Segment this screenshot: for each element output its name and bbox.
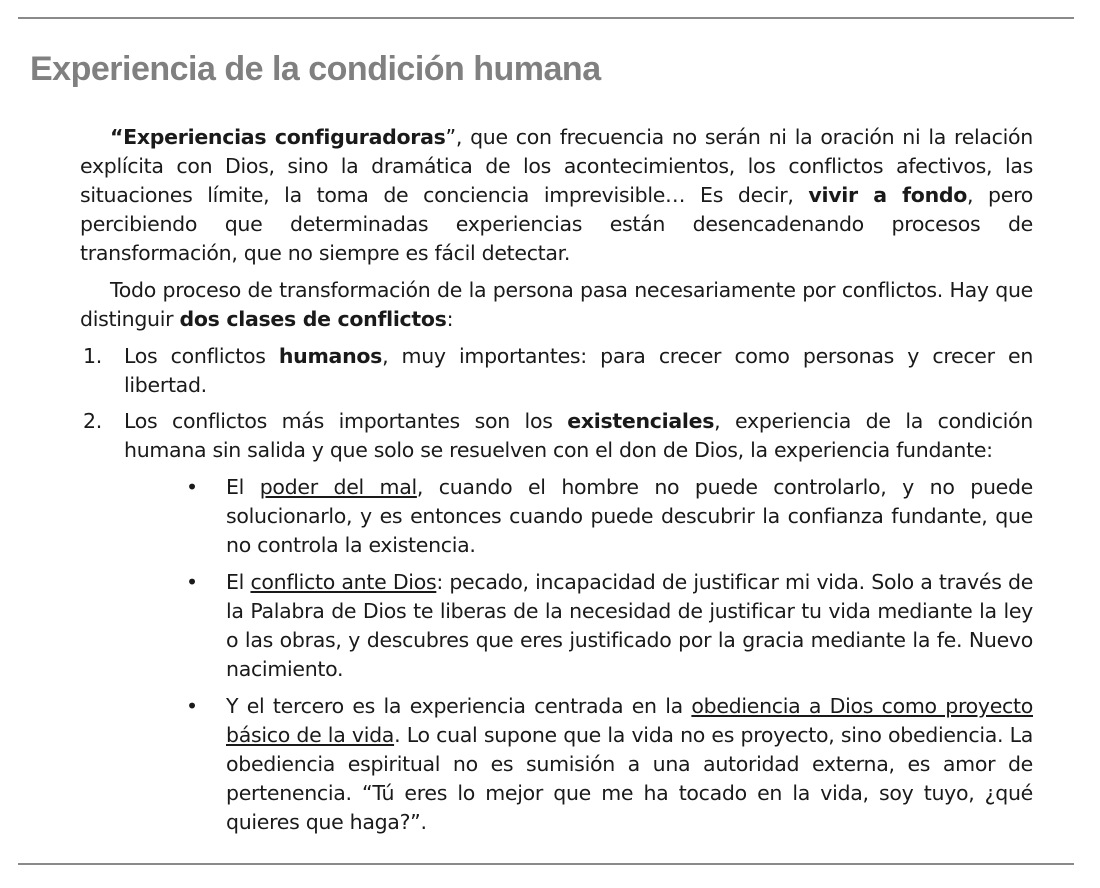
list-text: Los conflictos más importantes son los <box>124 409 568 433</box>
bold-phrase: existenciales <box>567 409 715 433</box>
list-text: , experiencia de la condición humana sin salida y que solo se resuelven con el don de Dios, la experiencia fundante: <box>124 409 1033 462</box>
bold-phrase: dos clases de conflictos <box>179 307 447 331</box>
list-text: , muy importantes: para crecer como personas y crecer en libertad. <box>124 344 1034 397</box>
paragraph-text: : <box>446 307 454 331</box>
bullet-icon: • <box>186 475 198 499</box>
paragraph-text: Todo proceso de transformación de la persona pasa necesariamente por conflictos. Hay que distinguir <box>80 278 1033 331</box>
paragraph-text: , pero percibiendo que determinadas experiencias están desencadenando procesos de transformación, que no siempre es fácil detectar. <box>80 183 1034 265</box>
paragraph-text: ”, que con frecuencia no serán ni la oración ni la relación explícita con Dios, sino la dramática de los acontecimientos, los conflictos afectivos, las situaciones límite, la toma de conciencia imprevisible… Es decir, <box>80 125 1033 207</box>
bullet-text: . Lo cual supone que la vida no es proyecto, sino obediencia. La obediencia espiritual no es sumisión a una autoridad externa, es amor de pertenencia. “Tú eres lo mejor que me ha tocado en la vida, soy tuyo, ¿qué quieres que haga?”. <box>226 723 1034 834</box>
bullet-item-2 <box>186 568 1033 684</box>
bullet-icon: • <box>186 694 198 718</box>
bullet-item-1 <box>186 473 1033 560</box>
bottom-rule <box>18 863 1074 865</box>
list-item-2 <box>80 407 1033 837</box>
underlined-phrase: obediencia a Dios como proyecto básico de la vida <box>226 694 1033 747</box>
list-text: Los conflictos <box>124 344 279 368</box>
paragraph-2 <box>80 276 1033 334</box>
bullet-list <box>186 473 1034 837</box>
bold-phrase: humanos <box>278 344 383 368</box>
list-number: 1. <box>83 344 102 368</box>
list-item-1 <box>80 342 1033 400</box>
bold-phrase: vivir a fondo <box>808 183 968 207</box>
underlined-phrase: poder del mal <box>259 475 417 499</box>
bullet-text: El <box>226 570 251 594</box>
bullet-text: , cuando el hombre no puede controlarlo, y no puede solucionarlo, y es entonces cuando puede descubrir la confianza fundante, que no controla la existencia. <box>226 475 1033 557</box>
underlined-phrase: conflicto ante Dios <box>250 570 437 594</box>
document-body <box>80 123 1033 845</box>
numbered-list <box>80 342 1033 837</box>
bullet-text: El <box>226 475 260 499</box>
bullet-item-3 <box>186 692 1034 837</box>
bold-phrase: “Experiencias configuradoras <box>110 125 446 149</box>
bullet-text: Y el tercero es la experiencia centrada en la <box>226 694 692 718</box>
paragraph-1 <box>80 123 1033 268</box>
top-rule <box>18 17 1074 19</box>
bullet-text: : pecado, incapacidad de justificar mi vida. Solo a través de la Palabra de Dios te liberas de la necesidad de justificar tu vida mediante la ley o las obras, y descubres que eres justificado por la gracia mediante la fe. Nuevo nacimiento. <box>226 570 1033 681</box>
list-number: 2. <box>83 409 102 433</box>
bullet-icon: • <box>186 570 198 594</box>
page-heading: Experiencia de la condición humana <box>30 50 601 88</box>
